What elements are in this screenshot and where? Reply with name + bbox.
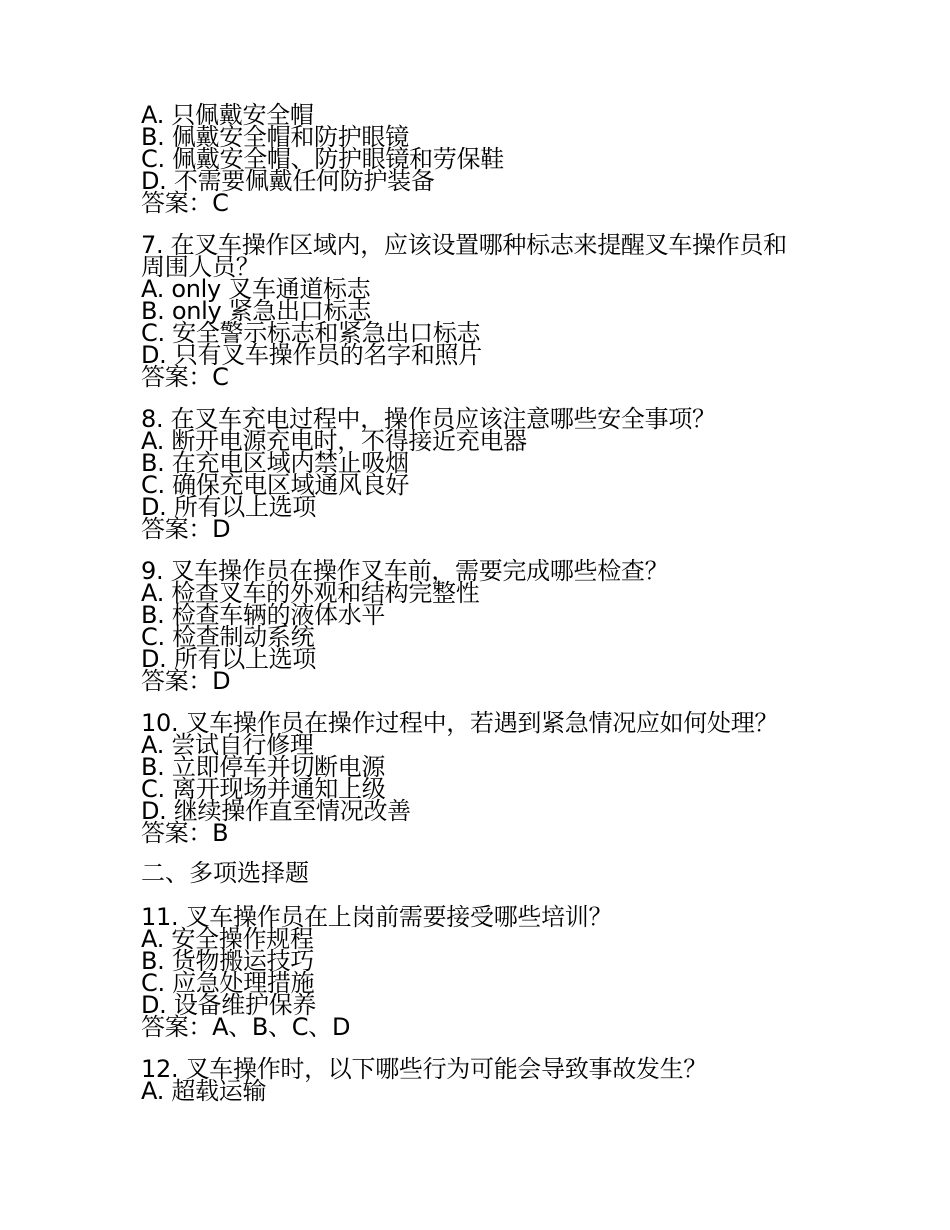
option-b: B. 立即停车并切断电源 xyxy=(141,753,386,781)
option-c: C. 安全警示标志和紧急出口标志 xyxy=(141,319,481,347)
question-10 xyxy=(141,709,821,847)
option-c: C. 离开现场并通知上级 xyxy=(141,775,386,803)
option-a: A. 安全操作规程 xyxy=(141,925,314,953)
question-title: 9. 叉车操作员在操作叉车前，需要完成哪些检查？ xyxy=(141,557,669,585)
option-a: A. only 叉车通道标志 xyxy=(141,275,371,303)
question-6-continued xyxy=(141,101,821,217)
option-b: B. 检查车辆的液体水平 xyxy=(141,601,386,629)
option-c: C. 确保充电区域通风良好 xyxy=(141,471,410,499)
answer: 答案：C xyxy=(141,189,229,217)
question-11 xyxy=(141,903,821,1041)
question-title: 7. 在叉车操作区域内，应该设置哪种标志来提醒叉车操作员和周围人员？ xyxy=(141,231,787,281)
question-9 xyxy=(141,557,821,695)
option-c: C. 佩戴安全帽、防护眼镜和劳保鞋 xyxy=(141,145,504,173)
option-b: B. 佩戴安全帽和防护眼镜 xyxy=(141,123,409,151)
answer: 答案：C xyxy=(141,363,229,391)
question-title: 10. 叉车操作员在操作过程中，若遇到紧急情况应如何处理？ xyxy=(141,709,779,737)
answer: 答案：D xyxy=(141,515,231,543)
option-a: A. 检查叉车的外观和结构完整性 xyxy=(141,579,480,607)
answer: 答案：B xyxy=(141,819,229,847)
option-d: D. 继续操作直至情况改善 xyxy=(141,797,411,825)
option-b: B. only 紧急出口标志 xyxy=(141,297,371,325)
option-b: B. 货物搬运技巧 xyxy=(141,947,315,975)
option-a: A. 尝试自行修理 xyxy=(141,731,314,759)
option-d: D. 所有以上选项 xyxy=(141,645,317,673)
answer: 答案：D xyxy=(141,667,231,695)
question-12 xyxy=(141,1055,821,1105)
question-title: 11. 叉车操作员在上岗前需要接受哪些培训？ xyxy=(141,903,613,931)
question-8 xyxy=(141,405,821,543)
question-title: 8. 在叉车充电过程中，操作员应该注意哪些安全事项？ xyxy=(141,405,716,433)
question-title: 12. 叉车操作时，以下哪些行为可能会导致事故发生？ xyxy=(141,1055,707,1083)
option-d: D. 所有以上选项 xyxy=(141,493,317,521)
option-d: D. 只有叉车操作员的名字和照片 xyxy=(141,341,482,369)
option-c: C. 检查制动系统 xyxy=(141,623,315,651)
option-d: D. 设备维护保养 xyxy=(141,991,317,1019)
option-a: A. 断开电源充电时，不得接近充电器 xyxy=(141,427,527,455)
option-c: C. 应急处理措施 xyxy=(141,969,315,997)
option-a: A. 超载运输 xyxy=(141,1077,267,1105)
option-a: A. 只佩戴安全帽 xyxy=(141,101,314,129)
question-7 xyxy=(141,231,821,391)
answer: 答案：A、B、C、D xyxy=(141,1013,351,1041)
option-d: D. 不需要佩戴任何防护装备 xyxy=(141,167,435,195)
option-b: B. 在充电区域内禁止吸烟 xyxy=(141,449,409,477)
document-body xyxy=(141,101,821,1122)
section-heading: 二、多项选择题 xyxy=(141,859,309,887)
